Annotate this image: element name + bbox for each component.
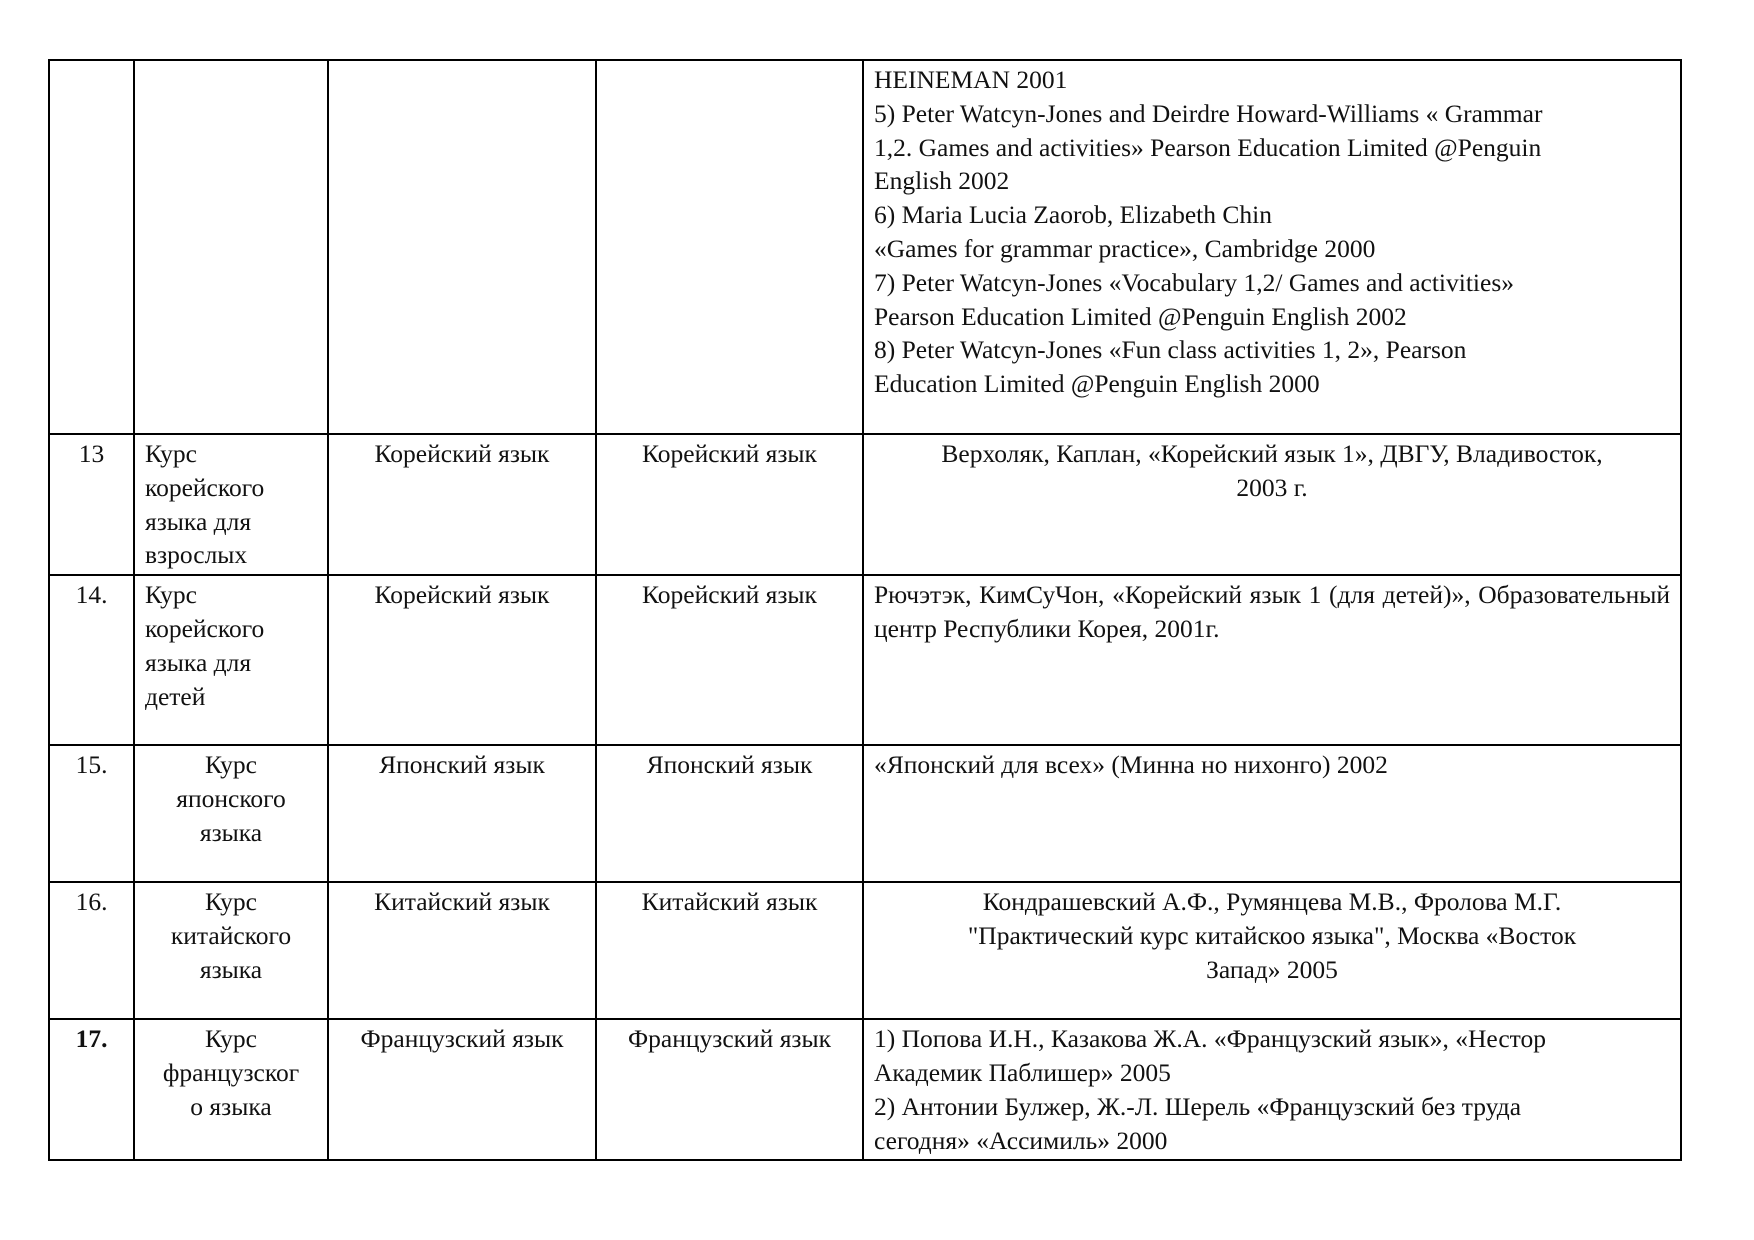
row-number-cell: 16. (49, 882, 134, 1019)
course-name-line: языка (199, 954, 263, 984)
row-number-cell: 14. (49, 575, 134, 745)
course-name-line: китайского (170, 920, 292, 950)
row-number-cell: 15. (49, 745, 134, 882)
literature-cell (863, 434, 1681, 575)
literature-cell (863, 1019, 1681, 1160)
subject-cell: Корейский язык (328, 434, 596, 575)
language-cell: Французский язык (596, 1019, 863, 1160)
table-row (49, 745, 1681, 882)
language-cell: Корейский язык (596, 575, 863, 745)
language-cell: Корейский язык (596, 434, 863, 575)
course-name-line: японского (176, 783, 286, 813)
subject-cell: Французский язык (328, 1019, 596, 1160)
course-name-cell (134, 434, 328, 575)
course-name-cell (134, 575, 328, 745)
course-name-line: корейского (145, 472, 265, 502)
literature-line: сегодня» «Ассимиль» 2000 (874, 1125, 1168, 1155)
course-name-line: французског (162, 1057, 300, 1087)
courses-table (48, 59, 1682, 1161)
literature-line: 2003 г. (1236, 472, 1308, 502)
table-row (49, 882, 1681, 1019)
language-cell (596, 60, 863, 434)
literature-cell: Рючэтэк, КимСуЧон, «Корейский язык 1 (для детей)», Образовательный центр Республики Корея, 2001г. (863, 575, 1681, 745)
course-name-cell (134, 60, 328, 434)
literature-cell (863, 60, 1681, 434)
course-name-line: Курс (205, 750, 257, 780)
table-row (49, 434, 1681, 575)
course-name-line: детей (145, 681, 206, 711)
row-number-cell (49, 60, 134, 434)
table-row (49, 60, 1681, 434)
row-number-cell: 13 (49, 434, 134, 575)
language-cell: Японский язык (596, 745, 863, 882)
subject-cell (328, 60, 596, 434)
literature-line: Верхоляк, Каплан, «Корейский язык 1», ДВГУ, Владивосток, (941, 439, 1603, 468)
literature-line: HEINEMAN 2001 (874, 65, 1068, 94)
course-name-line: Курс (145, 580, 197, 610)
row-number-cell: 17. (49, 1019, 134, 1160)
course-name-line: языка для (145, 647, 252, 677)
literature-line: «Games for grammar practice», Cambridge 2000 (874, 233, 1376, 263)
literature-line: «Японский для всех» (Минна но нихонго) 2002 (874, 750, 1388, 780)
course-name-cell (134, 1019, 328, 1160)
course-name-line: языка (199, 817, 263, 847)
course-name-line: корейского (145, 613, 265, 643)
literature-line: 2) Антонии Булжер, Ж.-Л. Шерель «Французский без труда (874, 1091, 1522, 1121)
course-name-line: Курс (145, 439, 197, 468)
language-cell: Китайский язык (596, 882, 863, 1019)
course-name-line: Курс (205, 887, 257, 917)
literature-line: 1,2. Games and activities» Pearson Education Limited @Penguin (874, 132, 1542, 162)
literature-line: 7) Peter Watcyn-Jones «Vocabulary 1,2/ Games and activities» (874, 267, 1515, 297)
subject-cell: Японский язык (328, 745, 596, 882)
subject-cell: Китайский язык (328, 882, 596, 1019)
literature-line: "Практический курс китайскоо языка", Москва «Восток (967, 920, 1577, 950)
course-name-line: взрослых (145, 540, 248, 570)
literature-line: Education Limited @Penguin English 2000 (874, 369, 1320, 399)
course-name-line: языка для (145, 506, 252, 536)
table-row (49, 1019, 1681, 1160)
subject-cell: Корейский язык (328, 575, 596, 745)
literature-line: 8) Peter Watcyn-Jones «Fun class activities 1, 2», Pearson (874, 335, 1467, 365)
course-name-line: о языка (190, 1091, 272, 1121)
literature-line: Запад» 2005 (1206, 954, 1338, 984)
course-name-cell (134, 745, 328, 882)
literature-line: English 2002 (874, 166, 1010, 196)
literature-line: 6) Maria Lucia Zaorob, Elizabeth Chin (874, 200, 1272, 230)
literature-line: 5) Peter Watcyn-Jones and Deirdre Howard-Williams « Grammar (874, 98, 1543, 128)
table-row (49, 575, 1681, 745)
literature-line: Кондрашевский А.Ф., Румянцева М.В., Фролова М.Г. (982, 887, 1562, 917)
literature-cell (863, 745, 1681, 882)
literature-line: 1) Попова И.Н., Казакова Ж.А. «Французский язык», «Нестор (874, 1024, 1546, 1054)
literature-line: Pearson Education Limited @Penguin English 2002 (874, 301, 1407, 331)
course-name-cell (134, 882, 328, 1019)
course-name-line: Курс (205, 1024, 257, 1054)
literature-line: Академик Паблишер» 2005 (874, 1057, 1171, 1087)
literature-cell (863, 882, 1681, 1019)
